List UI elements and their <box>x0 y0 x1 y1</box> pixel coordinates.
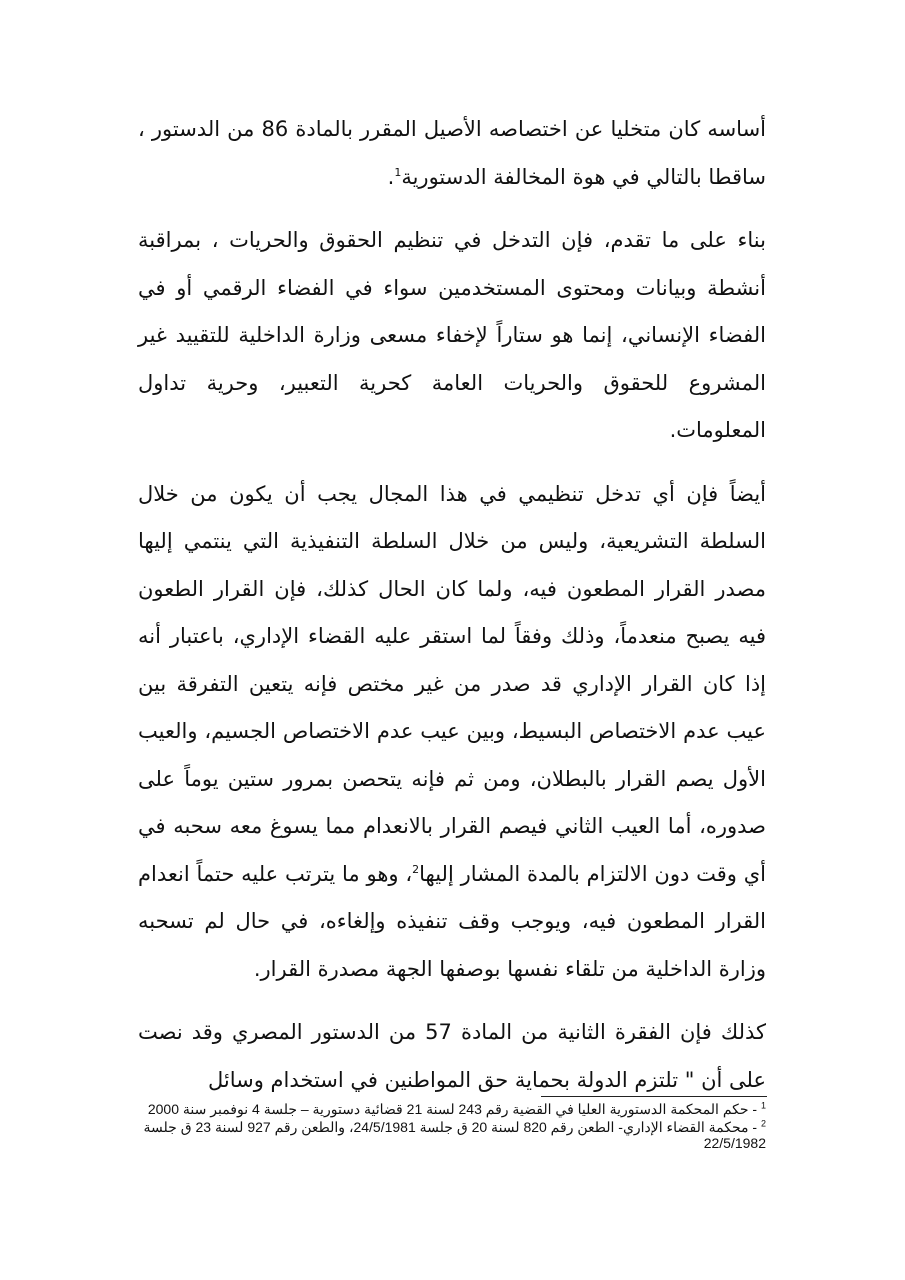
paragraph-2 <box>138 217 766 455</box>
footnote-1-number: 1 <box>760 1100 766 1111</box>
paragraph-1-tail: . <box>387 164 395 189</box>
paragraph-1-text: أساسه كان متخليا عن اختصاصه الأصيل المقرر بالمادة 86 من الدستور ، ساقطا بالتالي في هوة المخالفة الدستورية <box>138 117 766 189</box>
paragraph-1 <box>138 106 766 201</box>
footnote-2 <box>138 1119 766 1151</box>
paragraph-3-text: أيضاً فإن أي تدخل تنظيمي في هذا المجال يجب أن يكون من خلال السلطة التشريعية، وليس من خلال السلطة التنفيذية التي ينتمي إليها مصدر القرار المطعون فيه، ولما كان الحال كذلك، فإن القرار الطعون فيه يصبح منعدماً، وذلك وفقاً لما استقر عليه القضاء الإداري، باعتبار أنه إذا كان القرار الإداري قد صدر من غير مختص فإنه يتعين التفرقة بين عيب عدم الاختصاص البسيط، وبين عيب عدم الاختصاص الجسيم، والعيب الأول يصم القرار بالبطلان، ومن ثم فإنه يتحصن بمرور ستين يوماً على صدوره، أما العيب الثاني فيصم القرار بالانعدام مما يسوغ معه سحبه في أي وقت دون الالتزام بالمدة المشار إليها <box>138 481 766 886</box>
footnote-ref-2[interactable]: 2 <box>412 862 420 876</box>
footnote-2-number: 2 <box>760 1118 766 1129</box>
paragraph-4-text: كذلك فإن الفقرة الثانية من المادة 57 من الدستور المصري وقد نصت على أن " تلتزم الدولة بحماية حق المواطنين في استخدام وسائل <box>138 1020 766 1092</box>
paragraph-3 <box>138 471 766 994</box>
paragraph-2-text: بناء على ما تقدم، فإن التدخل في تنظيم الحقوق والحريات ، بمراقبة أنشطة وبيانات ومحتوى المستخدمين سواء في الفضاء الرقمي أو في الفضاء الإنساني، إنما هو ستاراً لإخفاء مسعى وزارة الداخلية للتقييد غير المشروع للحقوق والحريات العامة كحرية التعبير، وحرية تداول المعلومات. <box>138 228 766 442</box>
paragraph-4 <box>138 1009 766 1104</box>
footnote-separator <box>541 1096 767 1097</box>
footnote-ref-1[interactable]: 1 <box>394 165 402 179</box>
footnote-2-text: - محكمة القضاء الإداري- الطعن رقم 820 لسنة 20 ق جلسة 24/5/1981، والطعن رقم 927 لسنة 23 ق جلسة 22/5/1982 <box>143 1119 766 1151</box>
body-text <box>138 106 766 1104</box>
footnote-1 <box>138 1101 766 1117</box>
paragraph-3-tail: ، وهو ما يترتب عليه حتماً انعدام القرار المطعون فيه، ويوجب وقف تنفيذه وإلغاءه، في حال لم تسحبه وزارة الداخلية من تلقاء نفسها بوصفها الجهة مصدرة القرار. <box>138 861 766 981</box>
footnote-1-text: - حكم المحكمة الدستورية العليا في القضية رقم 243 لسنة 21 قضائية دستورية – جلسة 4 نوفمبر سنة 2000 <box>147 1101 761 1117</box>
footnotes <box>138 1101 766 1153</box>
